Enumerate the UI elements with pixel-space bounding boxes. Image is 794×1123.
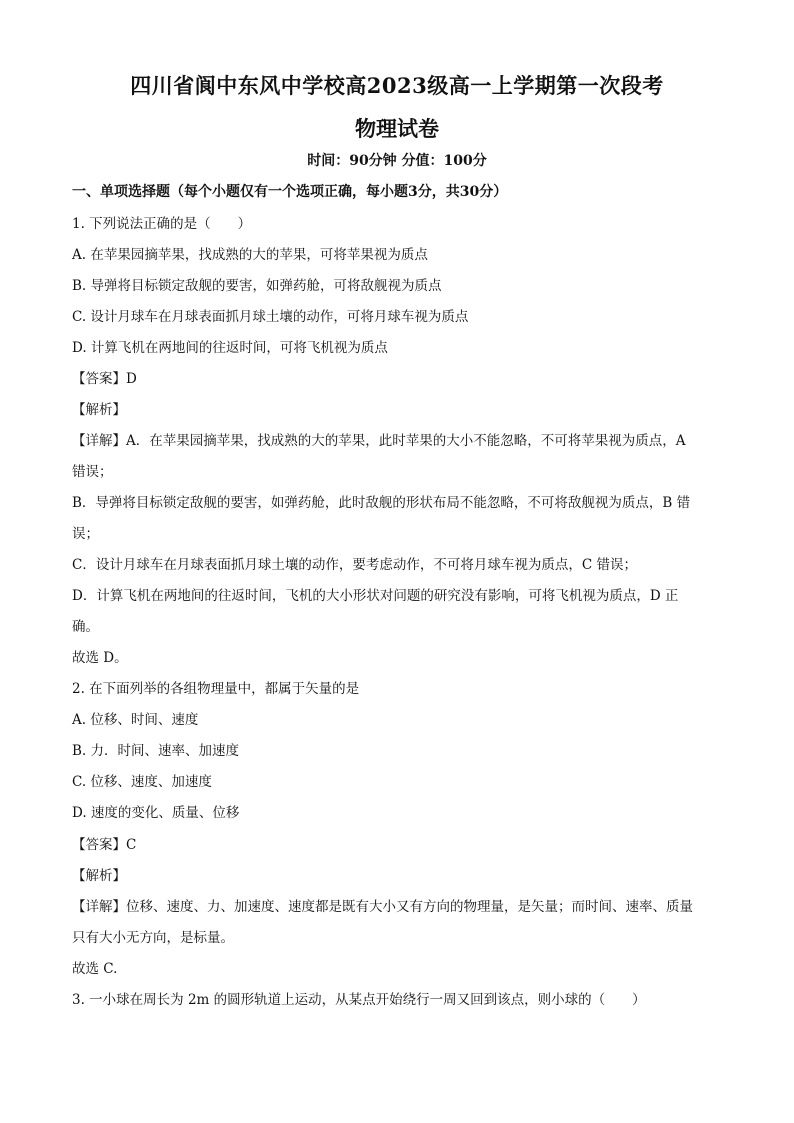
q1-detail-line: 【详解】A．在苹果园摘苹果，找成熟的大的苹果，此时苹果的大小不能忽略，不可将苹果视为质点，A xyxy=(72,433,686,449)
q2-answer-label: 【答案】 xyxy=(72,837,126,853)
q2-conclusion: 故选 C. xyxy=(72,961,118,977)
q2-option-c: C. 位移、速度、加速度 xyxy=(72,774,212,790)
q2-detail-line: 【详解】位移、速度、力、加速度、速度都是既有大小又有方向的物理量，是矢量；而时间、速率、质量 xyxy=(72,899,693,915)
exam-meta: 时间：90分钟 分值：100分 xyxy=(307,153,487,169)
q2-stem: 2. 在下面列举的各组物理量中，都属于矢量的是 xyxy=(72,681,360,697)
q1-option-b: B. 导弹将目标锁定敌舰的要害，如弹药舱，可将敌舰视为质点 xyxy=(72,278,442,294)
q3-stem: 3. 一小球在周长为 2m 的圆形轨道上运动，从某点开始绕行一周又回到该点，则小球的（ ） xyxy=(72,992,646,1008)
q1-option-d: D. 计算飞机在两地间的往返时间，可将飞机视为质点 xyxy=(72,340,388,356)
q2-answer xyxy=(72,835,732,855)
q1-option-a: A. 在苹果园摘苹果，找成熟的大的苹果，可将苹果视为质点 xyxy=(72,247,428,263)
q2-option-d: D. 速度的变化、质量、位移 xyxy=(72,805,240,821)
q1-detail-line: C．设计月球车在月球表面抓月球土壤的动作，要考虑动作，不可将月球车视为质点，C 错误； xyxy=(72,557,637,573)
q1-analysis-label: 【解析】 xyxy=(72,402,126,418)
q2-answer-value: C xyxy=(126,837,137,853)
exam-subject: 物理试卷 xyxy=(355,116,439,141)
q1-answer-label: 【答案】 xyxy=(72,371,126,387)
q1-answer-value: D xyxy=(126,371,137,387)
section-heading: 一、单项选择题（每个小题仅有一个选项正确，每小题3分，共30分） xyxy=(72,184,508,200)
q1-option-c: C. 设计月球车在月球表面抓月球土壤的动作，可将月球车视为质点 xyxy=(72,309,469,325)
q1-detail-line: D．计算飞机在两地间的往返时间，飞机的大小形状对问题的研究没有影响，可将飞机视为质点，D 正 xyxy=(72,588,679,604)
q1-conclusion: 故选 D。 xyxy=(72,650,128,666)
q1-answer xyxy=(72,369,732,389)
exam-title: 四川省阆中东风中学校高2023级高一上学期第一次段考 xyxy=(130,73,664,98)
q1-detail-line: 错误； xyxy=(72,464,113,480)
q1-detail-line: 误； xyxy=(72,526,99,542)
q1-stem: 1. 下列说法正确的是（ ） xyxy=(72,216,252,232)
q2-analysis-label: 【解析】 xyxy=(72,868,126,884)
q2-detail-line: 只有大小无方向，是标量。 xyxy=(72,930,234,946)
q2-option-a: A. 位移、时间、速度 xyxy=(72,712,199,728)
q2-option-b: B. 力．时间、速率、加速度 xyxy=(72,743,240,759)
q1-detail-line: B．导弹将目标锁定敌舰的要害，如弹药舱，此时敌舰的形状布局不能忽略，不可将敌舰视为质点，B 错 xyxy=(72,495,691,511)
q1-detail-line: 确。 xyxy=(72,619,99,635)
